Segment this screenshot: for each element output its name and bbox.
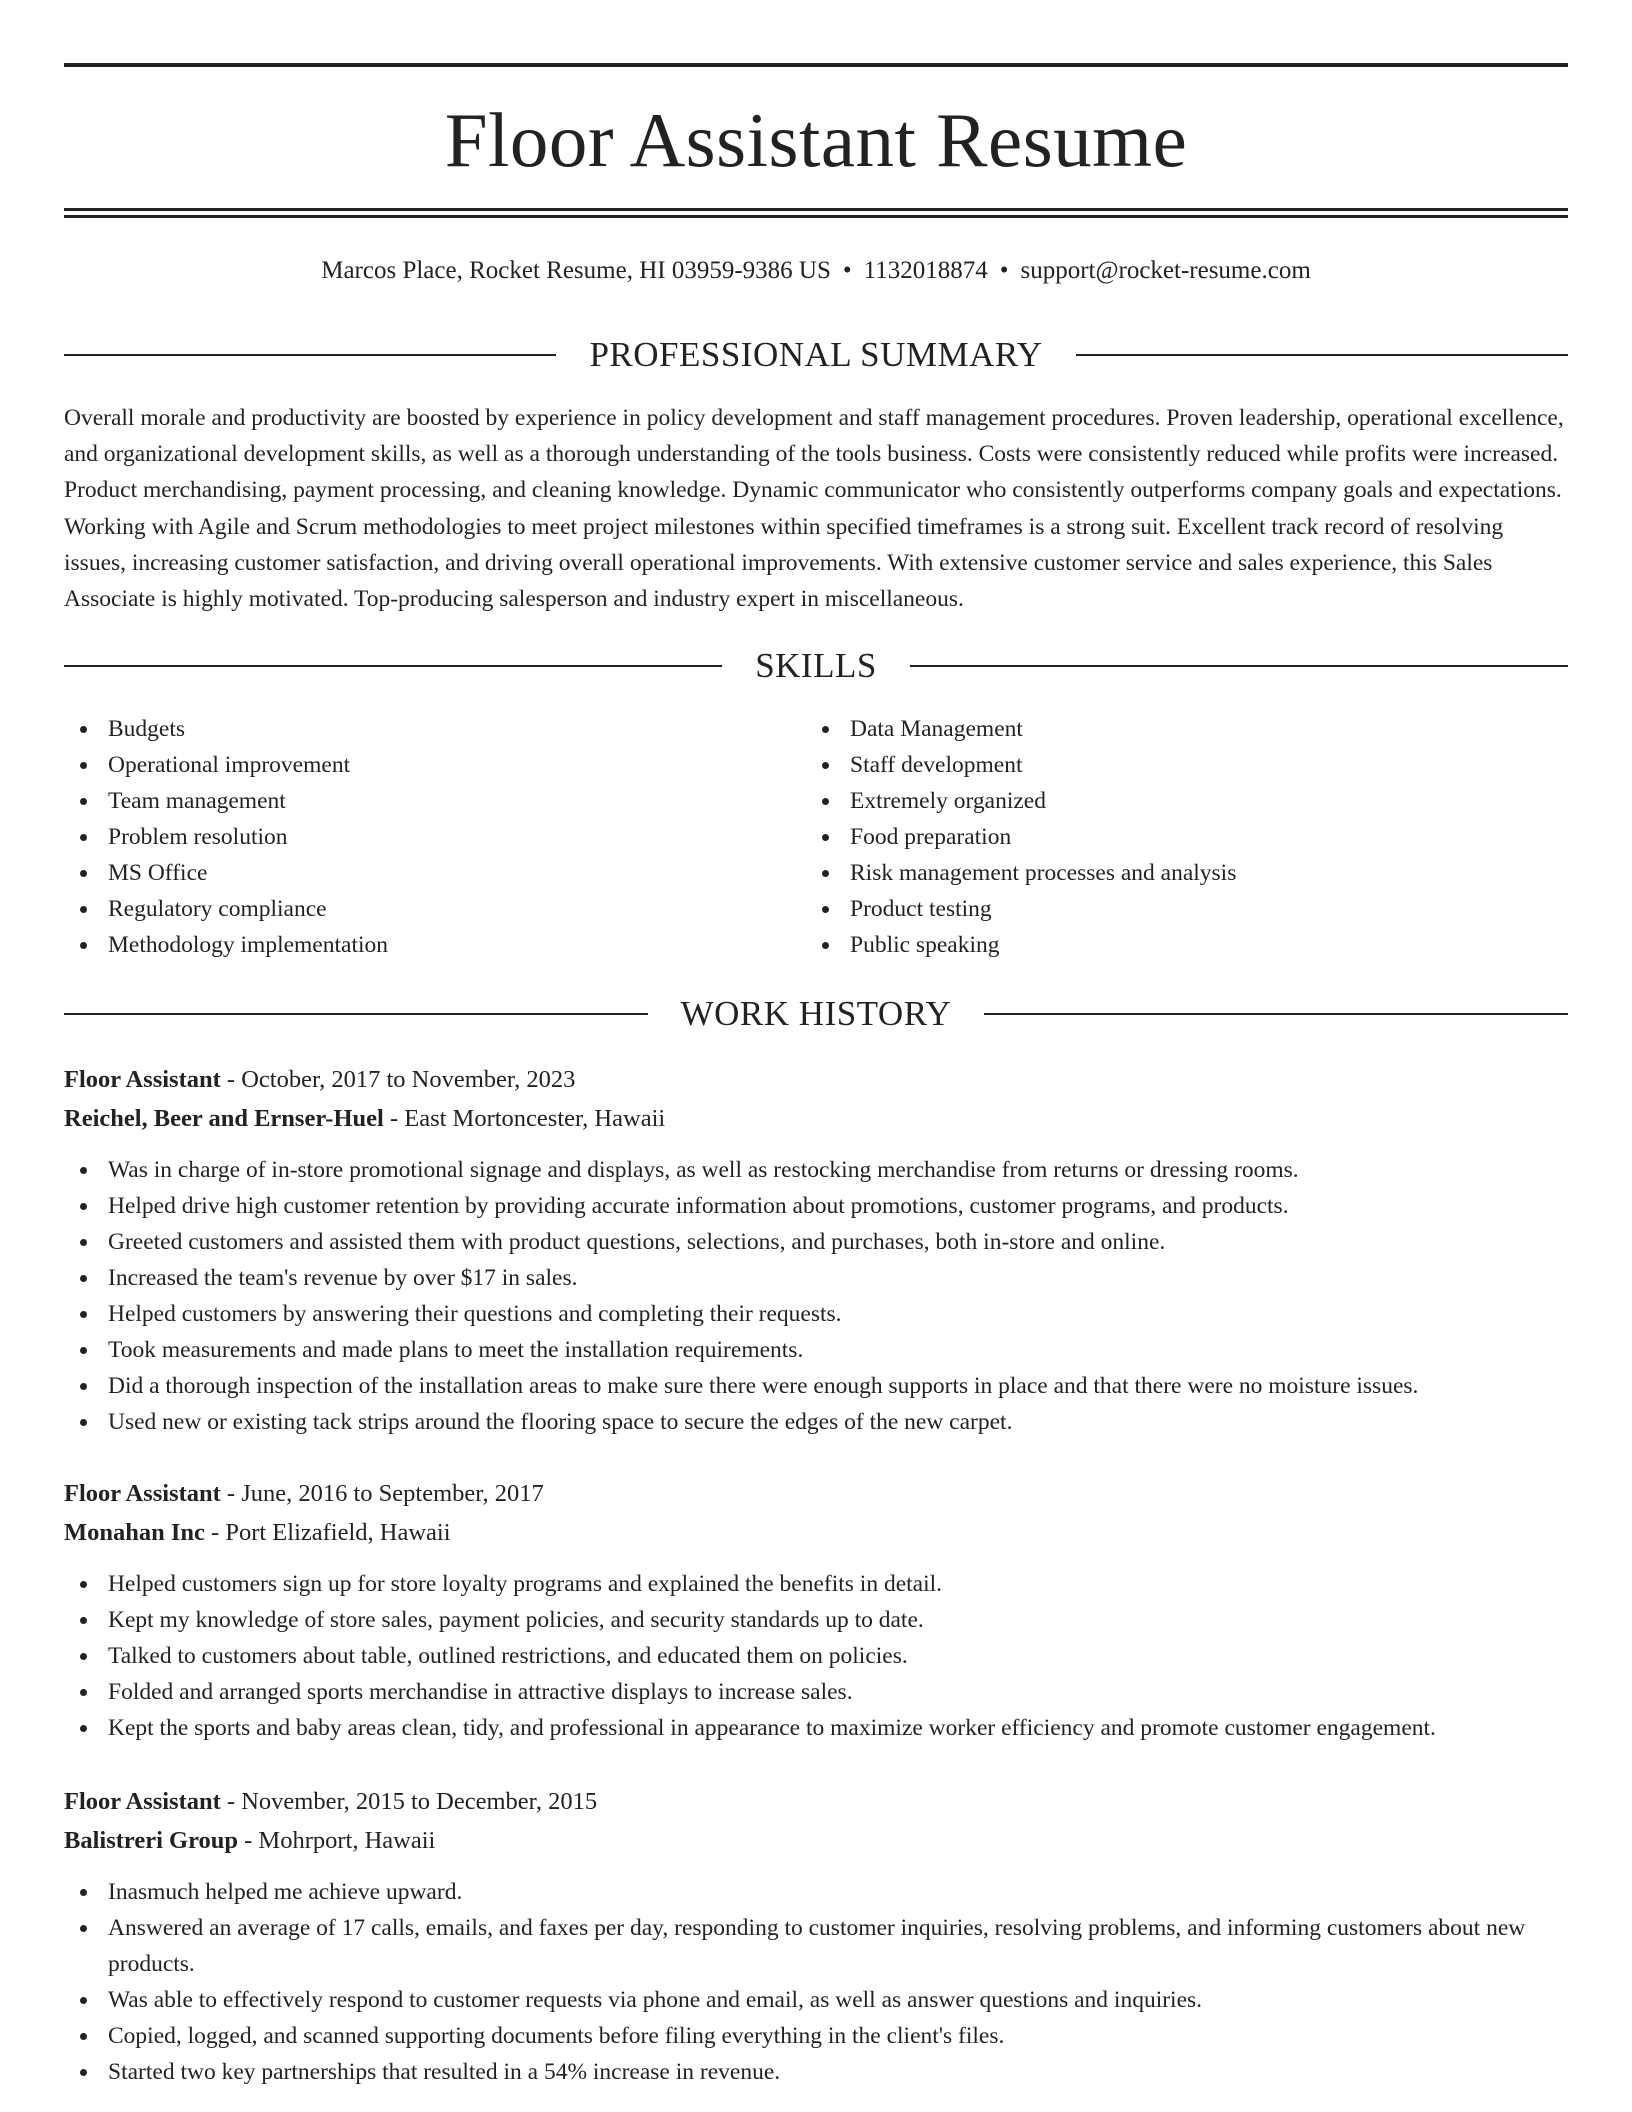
job-location: - East Mortoncester, Hawaii — [383, 1105, 666, 1132]
job-title: Floor Assistant — [64, 1480, 221, 1507]
skill-item: Budgets — [64, 711, 806, 747]
skill-item: MS Office — [64, 855, 806, 891]
job-company: Monahan Inc — [64, 1519, 205, 1546]
job-bullet: Used new or existing tack strips around the flooring space to secure the edges of the new carpet. — [64, 1404, 1568, 1440]
heading-rule — [64, 665, 722, 667]
summary-heading — [64, 333, 1568, 377]
contact-email: support@rocket-resume.com — [1020, 257, 1311, 284]
summary-text: Overall morale and productivity are boosted by experience in policy development and staff management procedures. Proven leadership, operational excellence, and organizational development skills, as well as a thorough understanding of the tools business. Costs were consistently reduced while profits were increased. Product merchandising, payment processing, and cleaning knowledge. Dynamic communicator who consistently outperforms company goals and expectations. Working with Agile and Scrum methodologies to meet project milestones within specified timeframes is a strong suit. Excellent track record of resolving issues, increasing customer satisfaction, and driving overall operational improvements. With extensive customer service and sales experience, this Sales Associate is highly motivated. Top-producing salesperson and industry expert in miscellaneous. — [64, 405, 1564, 613]
skill-item: Extremely organized — [806, 783, 1548, 819]
job-location: - Port Elizafield, Hawaii — [204, 1519, 451, 1546]
summary-heading-label: PROFESSIONAL SUMMARY — [589, 335, 1043, 374]
job-bullets — [64, 1874, 1568, 2090]
job-title-line — [64, 1060, 1568, 1099]
job-title: Floor Assistant — [64, 1788, 221, 1815]
job-company-line — [64, 1513, 1568, 1552]
skill-item: Product testing — [806, 891, 1548, 927]
skill-item: Problem resolution — [64, 819, 806, 855]
heading-rule — [910, 665, 1568, 667]
job-bullets — [64, 1152, 1568, 1440]
skill-item: Risk management processes and analysis — [806, 855, 1548, 891]
job-company: Reichel, Beer and Ernser-Huel — [64, 1105, 384, 1132]
job-bullet: Talked to customers about table, outlined restrictions, and educated them on policies. — [64, 1638, 1568, 1674]
job-title: Floor Assistant — [64, 1066, 221, 1093]
heading-rule — [64, 1013, 648, 1015]
job-company: Balistreri Group — [64, 1827, 239, 1854]
work-history-heading-label: WORK HISTORY — [680, 994, 952, 1033]
contact-phone: 1132018874 — [863, 257, 988, 284]
skills-heading — [64, 644, 1568, 688]
job-company-line — [64, 1099, 1568, 1138]
job-bullet: Folded and arranged sports merchandise in attractive displays to increase sales. — [64, 1674, 1568, 1710]
top-rule — [64, 63, 1568, 67]
contact-line — [64, 253, 1568, 289]
skill-item: Regulatory compliance — [64, 891, 806, 927]
skill-item: Team management — [64, 783, 806, 819]
job-bullet: Helped customers by answering their questions and completing their requests. — [64, 1296, 1568, 1332]
job-bullet: Inasmuch helped me achieve upward. — [64, 1874, 1568, 1910]
skills-heading-label: SKILLS — [755, 646, 877, 685]
job-bullet: Greeted customers and assisted them with product questions, selections, and purchases, both in-store and online. — [64, 1224, 1568, 1260]
job-location: - Mohrport, Hawaii — [238, 1827, 436, 1854]
job-bullet: Increased the team's revenue by over $17 in sales. — [64, 1260, 1568, 1296]
skill-item: Data Management — [806, 711, 1548, 747]
job-bullet: Kept my knowledge of store sales, payment policies, and security standards up to date. — [64, 1602, 1568, 1638]
job-entry — [64, 1060, 1568, 1440]
job-bullet: Was able to effectively respond to customer requests via phone and email, as well as answer questions and inquiries. — [64, 1982, 1568, 2018]
job-dates: - November, 2015 to December, 2015 — [220, 1788, 598, 1815]
title-double-rule — [64, 208, 1568, 218]
job-bullet: Started two key partnerships that resulted in a 54% increase in revenue. — [64, 2054, 1568, 2090]
skills-column-right — [806, 711, 1548, 963]
work-history-heading — [64, 992, 1568, 1036]
contact-separator: • — [842, 257, 852, 284]
job-title-line — [64, 1782, 1568, 1821]
skill-item: Food preparation — [806, 819, 1548, 855]
skill-item: Operational improvement — [64, 747, 806, 783]
contact-separator: • — [999, 257, 1009, 284]
skill-item: Methodology implementation — [64, 927, 806, 963]
job-bullet: Answered an average of 17 calls, emails, and faxes per day, responding to customer inquiries, resolving problems, and informing customers about new products. — [64, 1910, 1568, 1982]
skills-column-left — [64, 711, 806, 963]
heading-rule — [64, 354, 556, 356]
heading-rule — [1076, 354, 1568, 356]
job-dates: - June, 2016 to September, 2017 — [220, 1480, 544, 1507]
job-bullet: Helped customers sign up for store loyalty programs and explained the benefits in detail. — [64, 1566, 1568, 1602]
skill-item: Staff development — [806, 747, 1548, 783]
skills-list — [64, 711, 1568, 963]
resume-title: Floor Assistant Resume — [444, 97, 1188, 183]
job-title-line — [64, 1474, 1568, 1513]
job-bullet: Took measurements and made plans to meet the installation requirements. — [64, 1332, 1568, 1368]
job-bullet: Kept the sports and baby areas clean, tidy, and professional in appearance to maximize worker efficiency and promote customer engagement. — [64, 1710, 1568, 1746]
skill-item: Public speaking — [806, 927, 1548, 963]
job-bullets — [64, 1566, 1568, 1746]
job-bullet: Helped drive high customer retention by providing accurate information about promotions, customer programs, and products. — [64, 1188, 1568, 1224]
job-dates: - October, 2017 to November, 2023 — [220, 1066, 576, 1093]
job-bullet: Copied, logged, and scanned supporting documents before filing everything in the client's files. — [64, 2018, 1568, 2054]
contact-address: Marcos Place, Rocket Resume, HI 03959-9386 US — [321, 257, 831, 284]
heading-rule — [984, 1013, 1568, 1015]
job-company-line — [64, 1821, 1568, 1860]
job-bullet: Was in charge of in-store promotional signage and displays, as well as restocking merchandise from returns or dressing rooms. — [64, 1152, 1568, 1188]
job-entry — [64, 1474, 1568, 1746]
job-bullet: Did a thorough inspection of the installation areas to make sure there were enough supports in place and that there were no moisture issues. — [64, 1368, 1568, 1404]
job-entry — [64, 1782, 1568, 2090]
